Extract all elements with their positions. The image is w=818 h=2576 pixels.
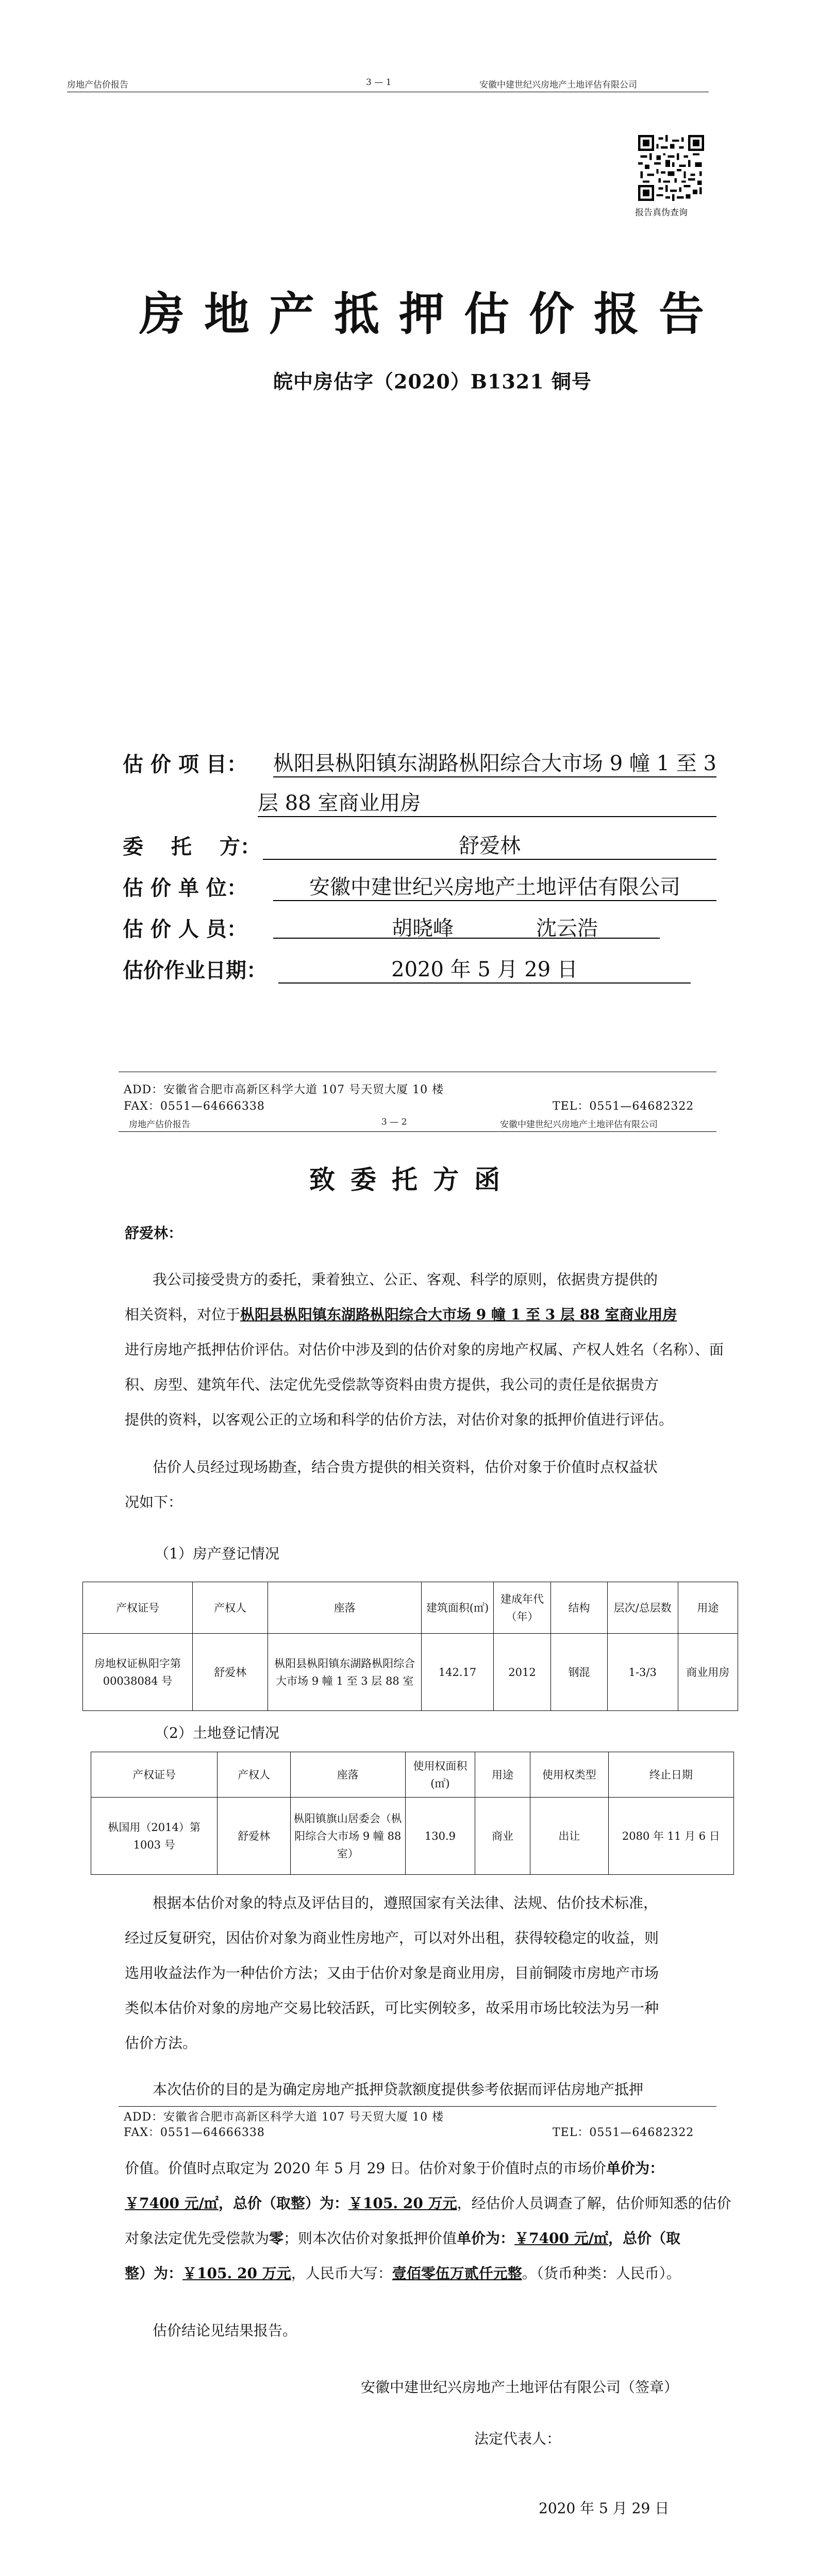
th-land-end-date: 终止日期 bbox=[608, 1752, 733, 1798]
label-appraiser-org: 估 价 单 位： bbox=[123, 876, 247, 900]
th-land-location: 座落 bbox=[290, 1752, 405, 1798]
mortgage-total-label: ，总价（取 bbox=[608, 2230, 680, 2247]
td-land-owner: 舒爱林 bbox=[218, 1798, 290, 1875]
para1-line2 bbox=[125, 1297, 677, 1332]
section-house-registration: （1）房产登记情况 bbox=[155, 1545, 279, 1562]
market-total-price: ￥105. 20 万元 bbox=[348, 2195, 457, 2212]
rmb-capital-label: ，人民币大写： bbox=[291, 2265, 392, 2282]
footer-tel-p1: TEL：0551—64682322 bbox=[553, 1100, 694, 1113]
value-appraiser-a: 胡晓峰 bbox=[392, 917, 454, 940]
mortgage-unit-price-label: 单价为： bbox=[457, 2230, 515, 2247]
td-floors: 1-3/3 bbox=[607, 1634, 678, 1711]
label-work-date: 估价作业日期： bbox=[123, 958, 267, 982]
td-land-right-type: 出让 bbox=[530, 1798, 608, 1875]
td-owner: 舒爱林 bbox=[192, 1634, 268, 1711]
priority-claim-value: 零 bbox=[269, 2230, 284, 2247]
value-project-line1: 枞阳县枞阳镇东湖路枞阳综合大市场 9 幢 1 至 3 bbox=[273, 747, 716, 777]
th-usage: 用途 bbox=[678, 1582, 738, 1634]
td-land-usage: 商业 bbox=[475, 1798, 530, 1875]
report-title: 房地产抵押估价报告 bbox=[139, 287, 724, 341]
para3-line1: 根据本估价对象的特点及评估目的，遵照国家有关法律、法规、估价技术标准， bbox=[153, 1894, 658, 1911]
td-usage: 商业用房 bbox=[678, 1634, 738, 1711]
th-land-area: 使用权面积(㎡) bbox=[405, 1752, 475, 1798]
market-total-label: ，总价（取整）为： bbox=[218, 2195, 348, 2212]
label-client: 委 托 方： bbox=[123, 835, 261, 859]
td-cert-no: 房地权证枞阳字第 00038084 号 bbox=[83, 1634, 193, 1711]
th-cert-no: 产权证号 bbox=[83, 1582, 193, 1634]
para1-line2-pre: 相关资料，对位于 bbox=[125, 1306, 241, 1323]
mortgage-unit-price: ￥7400 元/㎡ bbox=[514, 2230, 608, 2247]
rmb-capital-amount: 壹佰零伍万贰仟元整 bbox=[392, 2265, 522, 2282]
footer-address-p1: ADD：安徽省合肥市高新区科学大道 107 号天贸大厦 10 楼 bbox=[124, 1083, 444, 1096]
para4-line1: 本次估价的目的是为确定房地产抵押贷款额度提供参考依据而评估房地产抵押 bbox=[153, 2081, 644, 2098]
para5-line2 bbox=[125, 2186, 731, 2221]
td-land-end-date: 2080 年 11 月 6 日 bbox=[608, 1798, 733, 1875]
value-client: 舒爱林 bbox=[263, 829, 716, 860]
td-area: 142.17 bbox=[422, 1634, 493, 1711]
para3-line4: 类似本估价对象的房地产交易比较活跃，可比实例较多，故采用市场比较法为另一种 bbox=[125, 1999, 659, 2016]
th-land-usage: 用途 bbox=[475, 1752, 530, 1798]
header-left-p2: 房地产估价报告 bbox=[129, 1120, 190, 1130]
value-project-line2: 层 88 室商业用房 bbox=[258, 787, 716, 817]
table-header-row bbox=[91, 1752, 734, 1798]
para5-line3-a: 对象法定优先受偿款为 bbox=[125, 2230, 270, 2247]
mortgage-total-label-end: 整）为： bbox=[125, 2265, 183, 2282]
page-number-p1: 3 — 1 bbox=[366, 77, 392, 88]
th-structure: 结构 bbox=[551, 1582, 607, 1634]
mortgage-total-price: ￥105. 20 万元 bbox=[182, 2265, 291, 2282]
value-appraiser-b: 沈云浩 bbox=[536, 917, 598, 940]
para1-line4: 积、房型、建筑年代、法定优先受偿款等资料由贵方提供，我公司的责任是依据贵方 bbox=[125, 1376, 659, 1393]
header-right-p2: 安徽中建世纪兴房地产土地评估有限公司 bbox=[500, 1120, 658, 1130]
signature-legal-rep: 法定代表人： bbox=[474, 2430, 561, 2447]
signature-company: 安徽中建世纪兴房地产土地评估有限公司（签章） bbox=[361, 2379, 679, 2396]
th-owner: 产权人 bbox=[192, 1582, 268, 1634]
document-number: 皖中房估字（2020）B1321 铜号 bbox=[273, 370, 592, 393]
label-appraisers: 估 价 人 员： bbox=[123, 917, 247, 941]
para5-line1 bbox=[125, 2151, 664, 2186]
para6: 估价结论见结果报告。 bbox=[153, 2322, 297, 2339]
para3-line2: 经过反复研究，因估价对象为商业性房地产，可以对外出租，获得较稳定的收益，则 bbox=[125, 1929, 659, 1946]
th-land-owner: 产权人 bbox=[218, 1752, 290, 1798]
table-row bbox=[91, 1798, 734, 1875]
footer-fax-p2: FAX：0551—64666338 bbox=[124, 2126, 265, 2139]
value-work-date: 2020 年 5 月 29 日 bbox=[278, 953, 691, 984]
property-address: 枞阳县枞阳镇东湖路枞阳综合大市场 9 幢 1 至 3 层 88 室商业用房 bbox=[240, 1306, 677, 1323]
footer-rule-p2 bbox=[119, 2106, 716, 2107]
land-registration-table bbox=[91, 1752, 734, 1875]
salutation: 舒爱林： bbox=[125, 1225, 183, 1242]
td-structure: 钢混 bbox=[551, 1634, 607, 1711]
td-land-cert-no: 枞国用（2014）第 1003 号 bbox=[91, 1798, 218, 1875]
th-land-cert-no: 产权证号 bbox=[91, 1752, 218, 1798]
value-appraisers-line bbox=[273, 912, 660, 939]
footer-fax-p1: FAX：0551—64666338 bbox=[124, 1100, 265, 1113]
th-land-right-type: 使用权类型 bbox=[530, 1752, 608, 1798]
para5-line3-b: ；则本次估价对象抵押价值 bbox=[283, 2230, 457, 2247]
market-unit-price-label: 单价为： bbox=[606, 2160, 664, 2177]
letter-title: 致委托方函 bbox=[309, 1164, 515, 1195]
page-number-p2: 3 — 2 bbox=[381, 1117, 407, 1127]
section-land-registration: （2）土地登记情况 bbox=[155, 1724, 279, 1741]
para1-line3: 进行房地产抵押估价评估。对估价中涉及到的估价对象的房地产权属、产权人姓名（名称）、面 bbox=[125, 1341, 724, 1358]
header-right-p1: 安徽中建世纪兴房地产土地评估有限公司 bbox=[479, 80, 637, 90]
th-location: 座落 bbox=[268, 1582, 422, 1634]
table-row bbox=[83, 1634, 738, 1711]
td-land-area: 130.9 bbox=[405, 1798, 475, 1875]
para1-line1: 我公司接受贵方的委托，秉着独立、公正、客观、科学的原则，依据贵方提供的 bbox=[153, 1271, 658, 1288]
qr-caption: 报告真伪查询 bbox=[635, 208, 688, 218]
para2-line1: 估价人员经过现场勘查，结合贵方提供的相关资料，估价对象于价值时点权益状 bbox=[153, 1459, 658, 1476]
para5-line1-text: 价值。价值时点取定为 2020 年 5 月 29 日。估价对象于价值时点的市场价 bbox=[125, 2160, 607, 2177]
qr-code-icon[interactable] bbox=[638, 135, 704, 201]
label-project: 估 价 项 目： bbox=[123, 752, 247, 776]
th-floors: 层次/总层数 bbox=[607, 1582, 678, 1634]
currency-note: 。（货币种类：人民币）。 bbox=[522, 2265, 681, 2282]
td-land-location: 枞阳镇旗山居委会（枞阳综合大市场 9 幢 88 室） bbox=[290, 1798, 405, 1875]
table-header-row bbox=[83, 1582, 738, 1634]
para5-line4 bbox=[125, 2256, 681, 2291]
footer-tel-p2: TEL：0551—64682322 bbox=[553, 2126, 694, 2139]
para3-line3: 选用收益法作为一种估价方法；又由于估价对象是商业用房，目前铜陵市房地产市场 bbox=[125, 1964, 659, 1981]
para3-line5: 估价方法。 bbox=[125, 2035, 197, 2052]
footer-address-p2: ADD：安徽省合肥市高新区科学大道 107 号天贸大厦 10 楼 bbox=[124, 2111, 444, 2124]
header-rule-p2 bbox=[119, 1131, 716, 1132]
header-left-p1: 房地产估价报告 bbox=[67, 80, 128, 90]
house-registration-table bbox=[82, 1582, 738, 1711]
td-year: 2012 bbox=[493, 1634, 551, 1711]
para1-line5: 提供的资料，以客观公正的立场和科学的估价方法，对估价对象的抵押价值进行评估。 bbox=[125, 1411, 674, 1428]
market-unit-price: ￥7400 元/㎡ bbox=[125, 2195, 219, 2212]
para2-line2: 况如下： bbox=[125, 1494, 183, 1511]
para5-line3 bbox=[125, 2221, 680, 2256]
value-appraiser-org: 安徽中建世纪兴房地产土地评估有限公司 bbox=[273, 871, 716, 901]
para5-line2-text: ，经估价人员调查了解，估价师知悉的估价 bbox=[457, 2195, 731, 2212]
th-year: 建成年代（年） bbox=[493, 1582, 551, 1634]
th-area: 建筑面积(㎡) bbox=[422, 1582, 493, 1634]
signature-date: 2020 年 5 月 29 日 bbox=[539, 2500, 670, 2517]
td-location: 枞阳县枞阳镇东湖路枞阳综合大市场 9 幢 1 至 3 层 88 室 bbox=[268, 1634, 422, 1711]
